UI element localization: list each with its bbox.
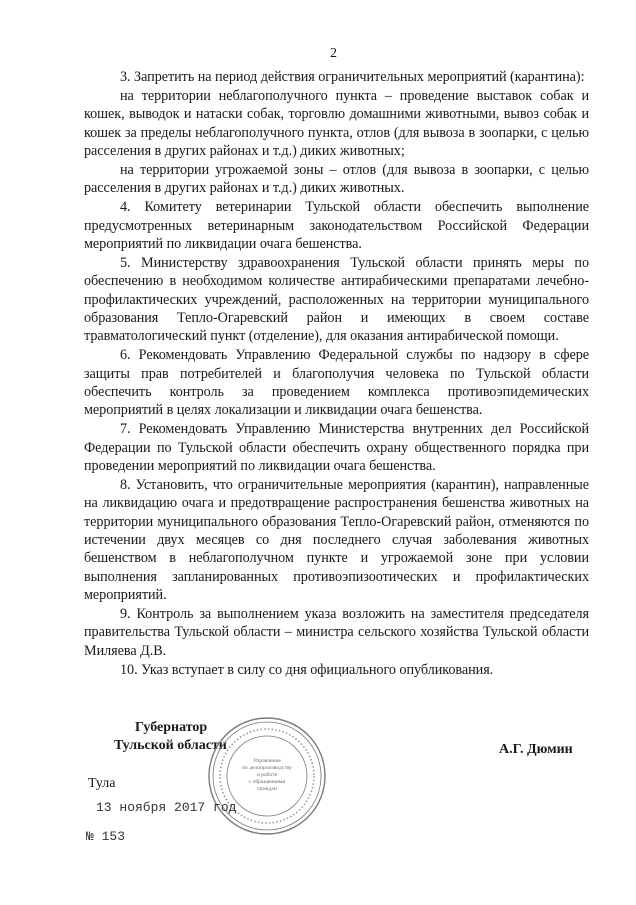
stamp-text: Управление bbox=[252, 758, 282, 764]
decree-paragraph: 7. Рекомендовать Управлению Министерства внутренних дел Российской Федерации по Тульской области обеспечить охрану общественного порядка при проведении мероприятий по ликвидации очага бешенства. bbox=[84, 421, 589, 475]
decree-paragraph: 8. Установить, что ограничительные мероприятия (карантин), направленные на ликвидацию очага и предотвращение распространения бешенства животных на территории муниципального образования Тепло-Огаревский район, отменяются по истечении двух месяцев со дня последнего случая заболевания животных бешенством в неблагополучном пункте и угрожаемой зоне при условии выполнения запланированных противоэпизоотических и профилактических мероприятий. bbox=[84, 477, 589, 603]
decree-paragraph: 10. Указ вступает в силу со дня официального опубликования. bbox=[120, 661, 494, 678]
decree-body bbox=[84, 68, 589, 680]
stamp-text: с обращениями bbox=[248, 779, 286, 785]
decree-paragraph: 5. Министерству здравоохранения Тульской области принять меры по обеспечению в необходимом количестве антирабическими препаратами лечебно-профилактических учреждений, расположенных на территории муниципального образования Тепло-Огаревский район и имеющих в своем составе травматологический пункт (отделение), для оказания антирабической помощи. bbox=[84, 255, 589, 345]
signatory-region: Тульской области bbox=[114, 738, 227, 753]
decree-paragraph: 3. Запретить на период действия ограничительных мероприятий (карантина): bbox=[120, 69, 585, 85]
stamp-text: по делопроизводству bbox=[241, 765, 293, 771]
official-stamp-icon bbox=[206, 715, 328, 837]
page-number: 2 bbox=[330, 46, 337, 61]
decree-paragraph: 9. Контроль за выполнением указа возложить на заместителя председателя правительства Тульской области – министра сельского хозяйства Тульской области Миляева Д.В. bbox=[84, 605, 589, 659]
decree-paragraph: на территории неблагополучного пункта – проведение выставок собак и кошек, выводок и натаски собак, торговлю домашними животными, вывоз собак и кошек за пределы неблагополучного пункта, отлов (для вывоза в зоопарки, с целью расселения в других районах и т.д.) диких животных; bbox=[84, 88, 589, 159]
decree-paragraph: 6. Рекомендовать Управлению Федеральной службы по надзору в сфере защиты прав потребителей и благополучия человека по Тульской области обеспечить контроль за проведением комплекса противоэпидемических мероприятий в целях локализации и ликвидации очага бешенства. bbox=[84, 347, 589, 419]
signing-date: 13 ноября 2017 год bbox=[96, 800, 237, 815]
stamp-text: граждан bbox=[257, 786, 277, 792]
decree-paragraph: на территории угрожаемой зоны – отлов (для вывоза в зоопарки, с целью расселения в других районах и т.д.) диких животных. bbox=[84, 162, 589, 197]
decree-number: № 153 bbox=[86, 829, 126, 844]
signatory-title: Губернатор bbox=[135, 720, 208, 735]
signatory-name: А.Г. Дюмин bbox=[499, 742, 573, 757]
signing-city: Тула bbox=[88, 776, 116, 791]
decree-paragraph: 4. Комитету ветеринарии Тульской области обеспечить выполнение предусмотренных ветеринарным законодательством Российской Федерации мероприятий по ликвидации очага бешенства. bbox=[84, 199, 589, 253]
stamp-text: и работе bbox=[256, 772, 278, 778]
